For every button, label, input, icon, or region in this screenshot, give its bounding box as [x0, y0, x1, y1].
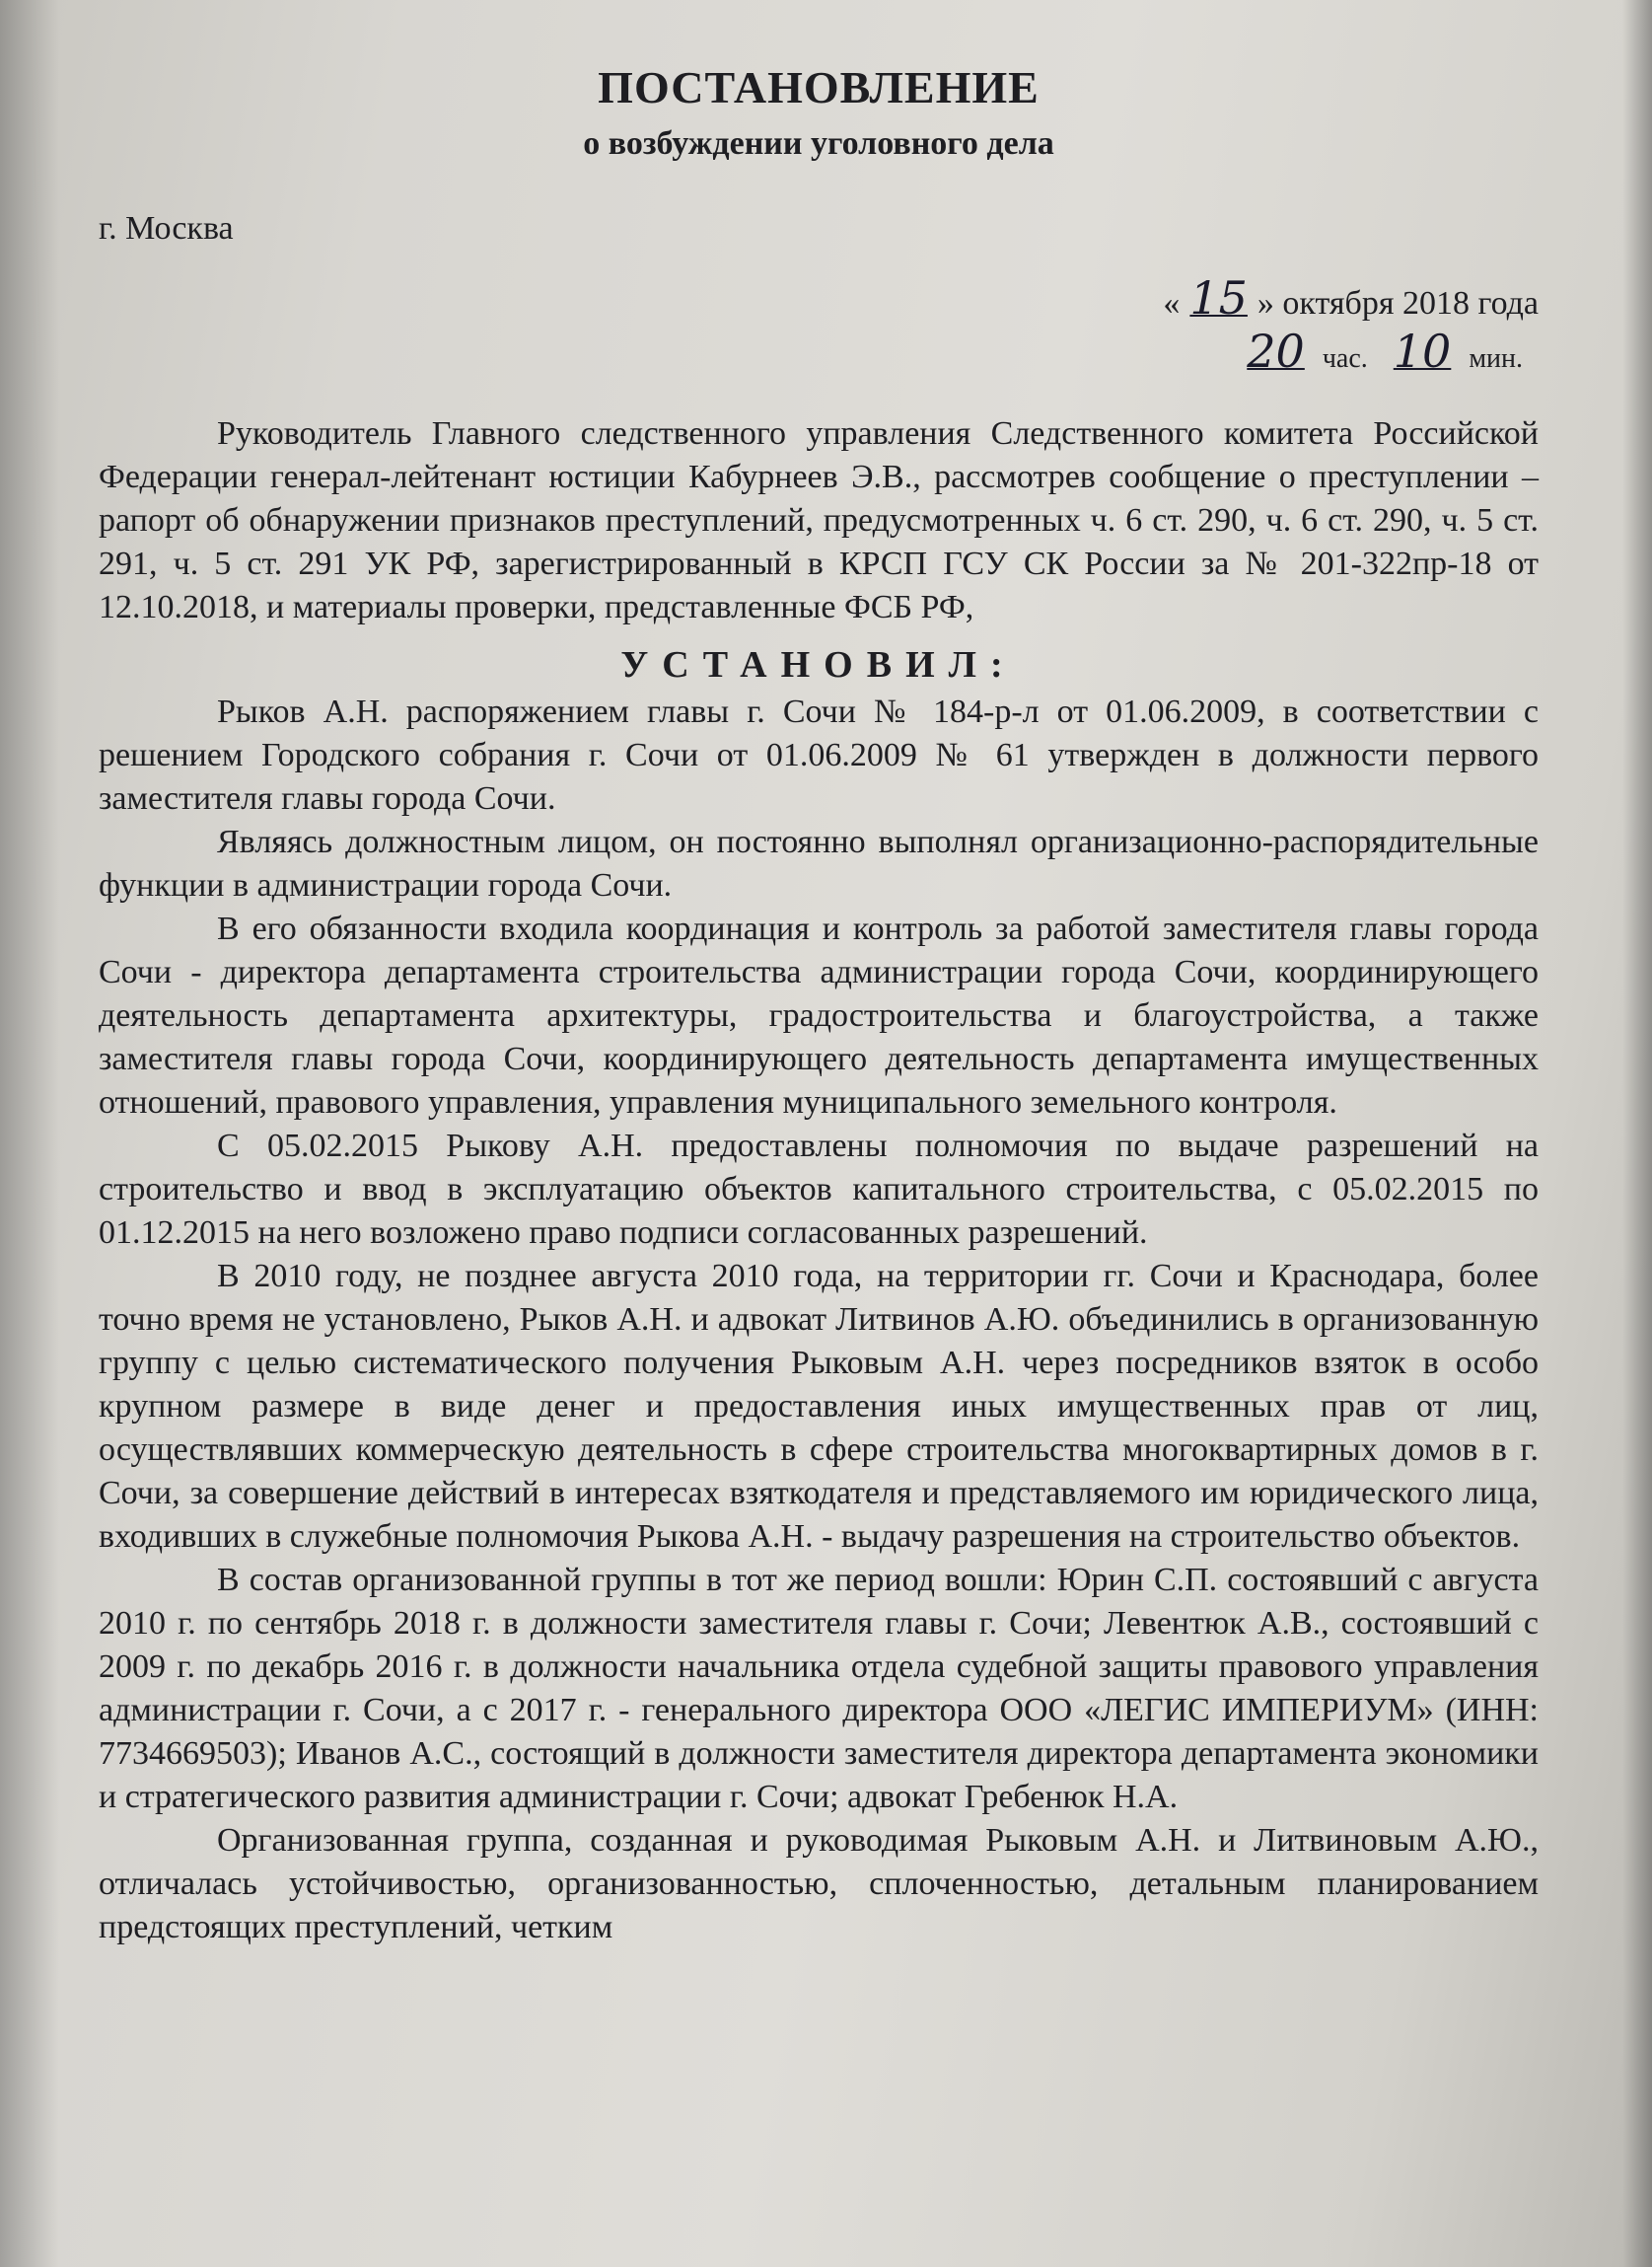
- date-open-quote: «: [1163, 285, 1181, 322]
- document-body: [99, 39, 1539, 1949]
- document-city: г. Москва: [99, 210, 234, 247]
- section-heading: УСТАНОВИЛ:: [620, 644, 1017, 686]
- date-close-quote: »: [1257, 285, 1274, 322]
- document-title: ПОСТАНОВЛЕНИЕ: [598, 62, 1040, 112]
- document-time: [99, 325, 1539, 383]
- document-date: [99, 271, 1539, 326]
- body-paragraph: В его обязанности входила координация и контроль за работой заместителя главы города Сочи - директора департамента строительства администрации города Сочи, координирующего деятельность департамента архитектуры, градостроительства и благоустройства, а также заместителя главы города Сочи, координирующего деятельность департамента имущественных отношений, правового управления, управления муниципального земельного контроля.: [99, 911, 1539, 1121]
- body-paragraph: С 05.02.2015 Рыкову А.Н. предоставлены полномочия по выдаче разрешений на строительство и ввод в эксплуатацию объектов капитального строительства, с 05.02.2015 по 01.12.2015 на него возложено право подписи согласованных разрешений.: [99, 1128, 1539, 1251]
- document-subtitle: о возбуждении уголовного дела: [583, 125, 1054, 162]
- date-month-year: октября 2018 года: [1282, 285, 1539, 322]
- date-day-handwritten: 15: [1189, 271, 1248, 325]
- body-paragraph: Организованная группа, созданная и руководимая Рыковым А.Н. и Литвиновым А.Ю., отличалась устойчивостью, организованностью, сплоченностью, детальным планированием предстоящих преступлений, четким: [99, 1822, 1539, 1945]
- body-paragraph: В 2010 году, не позднее августа 2010 года, на территории гг. Сочи и Краснодара, более точно время не установлено, Рыков А.Н. и адвокат Литвинов А.Ю. объединились в организованную группу с целью систематического получения Рыковым А.Н. через посредников взяток в особо крупном размере в виде денег и предоставления иных имущественных прав от лиц, осуществлявших коммерческую деятельность в сфере строительства многоквартирных домов в г. Сочи, за совершение действий в интересах взяткодателя и представляемого им юридического лица, входивших в служебные полномочия Рыкова А.Н. - выдачу разрешения на строительство объектов.: [99, 1258, 1539, 1555]
- body-paragraph: Являясь должностным лицом, он постоянно выполнял организационно-распорядительные функции в администрации города Сочи.: [99, 824, 1539, 904]
- page-shadow-right: [1622, 0, 1652, 2267]
- body-paragraph: Рыков А.Н. распоряжением главы г. Сочи № 184-р-л от 01.06.2009, в соответствии с решением Городского собрания г. Сочи от 01.06.2009 № 61 утвержден в должности первого заместителя главы города Сочи.: [99, 694, 1539, 817]
- time-minutes-handwritten: 10: [1393, 325, 1452, 378]
- page-shadow-left: [0, 0, 59, 2267]
- time-hours-handwritten: 20: [1247, 325, 1305, 378]
- time-minutes-unit: мин.: [1469, 343, 1523, 374]
- time-hours-unit: час.: [1322, 343, 1368, 374]
- intro-paragraph: Руководитель Главного следственного управления Следственного комитета Российской Федерации генерал-лейтенант юстиции Кабурнеев Э.В., рассмотрев сообщение о преступлении – рапорт об обнаружении признаков преступлений, предусмотренных ч. 6 ст. 290, ч. 6 ст. 290, ч. 5 ст. 291, ч. 5 ст. 291 УК РФ, зарегистрированный в КРСП ГСУ СК России за № 201-322пр-18 от 12.10.2018, и материалы проверки, представленные ФСБ РФ,: [99, 415, 1539, 625]
- body-paragraph: В состав организованной группы в тот же период вошли: Юрин С.П. состоявший с августа 2010 г. по сентябрь 2018 г. в должности заместителя главы г. Сочи; Левентюк А.В., состоявший с 2009 г. по декабрь 2016 г. в должности начальника отдела судебной защиты правового управления администрации г. Сочи, а с 2017 г. - генерального директора ООО «ЛЕГИС ИМПЕРИУМ» (ИНН: 7734669503); Иванов А.С., состоящий в должности заместителя директора департамента экономики и стратегического развития администрации г. Сочи; адвокат Гребенюк Н.А.: [99, 1562, 1539, 1815]
